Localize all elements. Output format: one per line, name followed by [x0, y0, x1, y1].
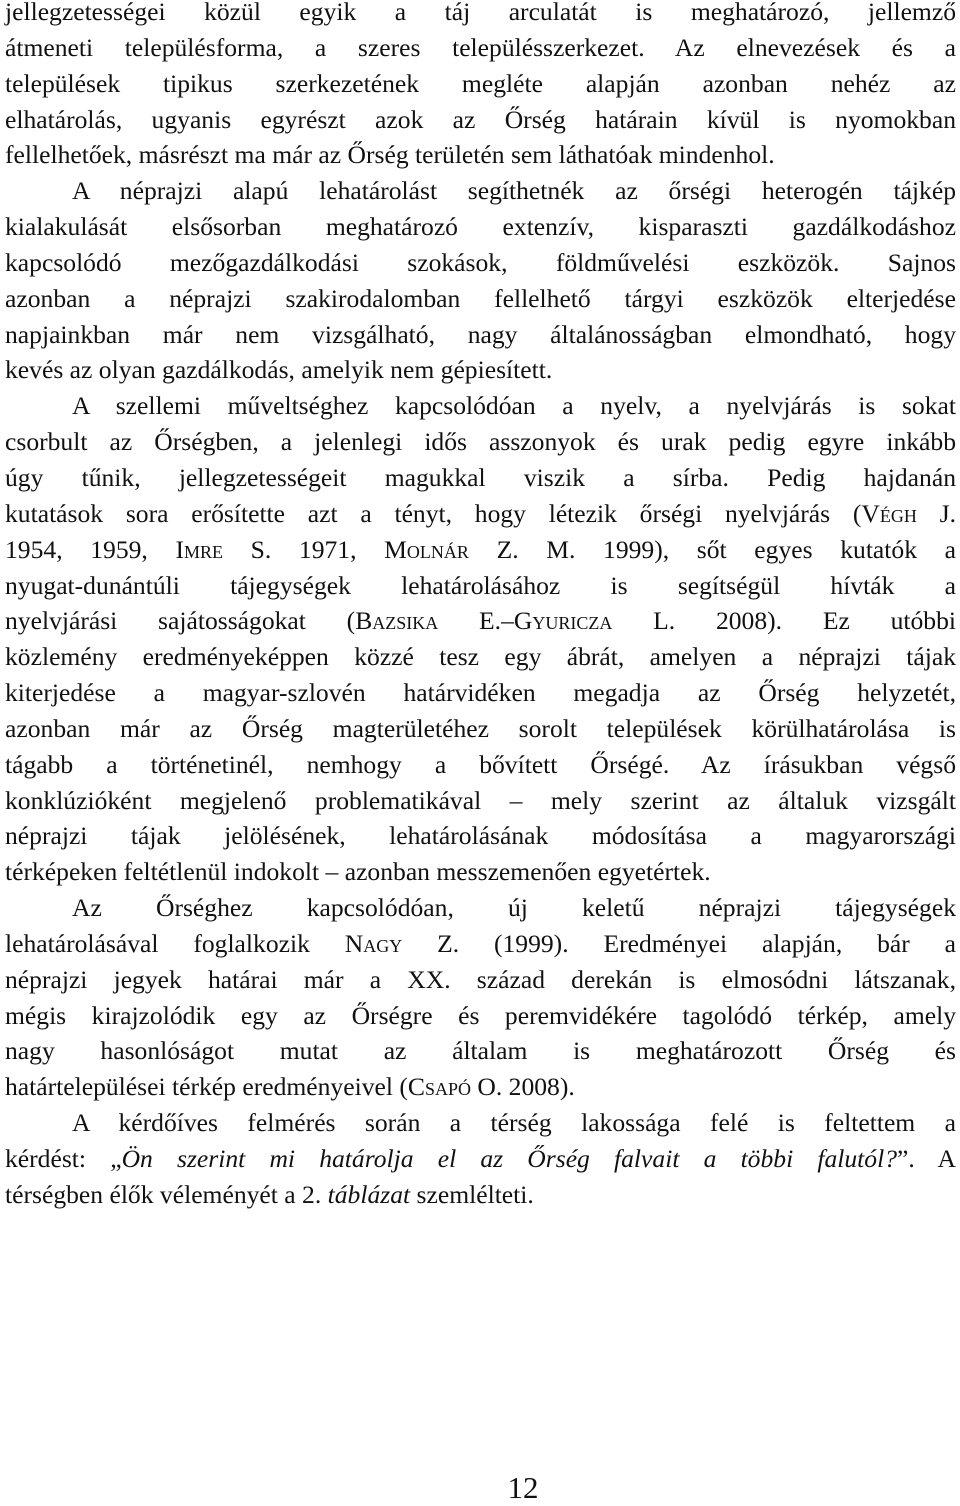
text-segment: 1954, 1959, [5, 534, 176, 564]
page-number: 12 [507, 1470, 539, 1505]
text-segment: lehatárolásával foglalkozik [5, 928, 345, 958]
text-line [5, 102, 956, 138]
text-line [5, 854, 956, 890]
text-line [5, 245, 956, 281]
text-segment: térségben élők véleményét a 2. [5, 1179, 328, 1209]
text-line [5, 352, 956, 388]
text-line [5, 173, 956, 209]
author-citation: Csapó [407, 1072, 471, 1102]
text-line [5, 209, 956, 245]
text-line [5, 30, 956, 66]
text-segment: napjainkban már nem vizsgálható, nagy általánosságban elmondható, hogy [5, 319, 956, 349]
text-segment: jellegzetességei közül egyik a táj arculatát is meghatározó, jellemző [5, 0, 956, 26]
text-line [5, 532, 956, 568]
italic-text: táblázat [327, 1179, 411, 1209]
text-segment: nyelvjárási sajátosságokat ( [5, 606, 356, 636]
text-segment: szemlélteti. [410, 1179, 534, 1209]
text-segment: kutatások sora erősítette azt a tényt, hogy létezik őrségi nyelvjárás ( [5, 498, 862, 528]
author-citation: Molnár [384, 534, 469, 564]
text-line [5, 424, 956, 460]
text-segment: azonban a néprajzi szakirodalomban fellelhető tárgyi eszközök elterjedése [5, 283, 956, 313]
text-segment: úgy tűnik, jellegzetességeit magukkal viszik a sírba. Pedig hajdanán [5, 462, 956, 492]
text-line [5, 603, 956, 639]
text-line [5, 281, 956, 317]
text-line [5, 460, 956, 496]
text-line [5, 496, 956, 532]
text-segment: nyugat-dunántúli tájegységek lehatárolásához is segítségül hívták a [5, 570, 956, 600]
text-segment: A kérdőíves felmérés során a térség lakossága felé is feltettem a [72, 1108, 956, 1138]
text-segment: S. 1971, [223, 534, 385, 564]
text-line [5, 747, 956, 783]
text-segment: átmeneti településforma, a szeres településszerkezet. Az elnevezések és a [5, 32, 956, 62]
text-line [5, 639, 956, 675]
text-line [5, 66, 956, 102]
text-segment: települések tipikus szerkezetének megléte alapján azonban nehéz az [5, 68, 956, 98]
text-segment: nagy hasonlóságot mutat az általam is meghatározott Őrség és [5, 1036, 956, 1066]
text-segment: kapcsolódó mezőgazdálkodási szokások, földművelési eszközök. Sajnos [5, 247, 956, 277]
text-line [5, 675, 956, 711]
text-segment: néprajzi tájak jelölésének, lehatárolásának módosítása a magyarországi [5, 821, 956, 851]
text-segment: L. 2008). Ez utóbbi [612, 606, 957, 636]
body-text [5, 0, 956, 1213]
italic-text: Ön szerint mi határolja el az Őrség falvait a többi falutól? [121, 1144, 897, 1173]
author-citation: Gyuricza [513, 606, 613, 636]
text-line [5, 962, 956, 998]
text-segment: J. [916, 498, 956, 528]
text-segment: ”. A [897, 1144, 957, 1173]
text-segment: néprajzi jegyek határai már a XX. század derekán is elmosódni látszanak, [5, 964, 956, 994]
text-segment: kialakulását elsősorban meghatározó extenzív, kisparaszti gazdálkodáshoz [5, 212, 956, 242]
text-segment: tágabb a történetinél, nemhogy a bővített Őrségé. Az írásukban végső [5, 749, 956, 779]
text-segment: kevés az olyan gazdálkodás, amelyik nem gépiesített. [5, 355, 553, 385]
text-segment: Z. M. 1999), sőt egyes kutatók a [468, 534, 956, 564]
text-segment: fellelhetőek, másrészt ma már az Őrség területén sem láthatóak mindenhol. [5, 140, 775, 170]
text-segment: Z. (1999). Eredményei alapján, bár a [402, 928, 956, 958]
text-segment: O. 2008). [470, 1072, 575, 1102]
text-segment: közlemény eredményeképpen közzé tesz egy ábrát, amelyen a néprajzi tájak [5, 642, 956, 672]
text-line [5, 783, 956, 819]
author-citation: Végh [861, 498, 917, 528]
text-line [5, 568, 956, 604]
author-citation: Imre [175, 534, 223, 564]
text-segment: határtelepülései térkép eredményeivel ( [5, 1072, 408, 1102]
text-segment: Az Őrséghez kapcsolódóan, új keletű néprajzi tájegységek [72, 893, 956, 923]
text-line [5, 1069, 956, 1105]
text-line [5, 1033, 956, 1069]
text-line [5, 317, 956, 353]
text-segment: térképeken feltétlenül indokolt – azonban messzemenően egyetértek. [5, 857, 711, 887]
text-line [5, 926, 956, 962]
text-segment: kérdést: „ [5, 1144, 122, 1173]
text-line [5, 711, 956, 747]
text-line [5, 137, 956, 173]
text-segment: A néprajzi alapú lehatárolást segíthetnék az őrségi heterogén tájkép [72, 176, 956, 206]
text-line [5, 1141, 956, 1177]
text-line [5, 1105, 956, 1141]
text-segment: csorbult az Őrségben, a jelenlegi idős asszonyok és urak pedig egyre inkább [5, 427, 956, 457]
text-segment: azonban már az Őrség magterületéhez sorolt települések körülhatárolása is [5, 713, 956, 743]
text-segment: elhatárolás, ugyanis egyrészt azok az Őrség határain kívül is nyomokban [5, 104, 956, 134]
text-segment: mégis kirajzolódik egy az Őrségre és peremvidékére tagolódó térkép, amely [5, 1000, 956, 1030]
text-segment: kiterjedése a magyar-szlovén határvidéken megadja az Őrség helyzetét, [5, 678, 956, 708]
author-citation: Bazsika [355, 606, 439, 636]
author-citation: Nagy [344, 928, 403, 958]
text-line [5, 818, 956, 854]
text-line [5, 890, 956, 926]
text-line [5, 388, 956, 424]
text-segment: A szellemi műveltséghez kapcsolódóan a nyelv, a nyelvjárás is sokat [72, 391, 956, 421]
text-line [5, 998, 956, 1034]
text-segment: konklúzióként megjelenő problematikával – mely szerint az általuk vizsgált [5, 785, 956, 815]
text-line [5, 1177, 956, 1213]
text-segment: E.– [438, 606, 514, 636]
text-line [5, 0, 956, 30]
